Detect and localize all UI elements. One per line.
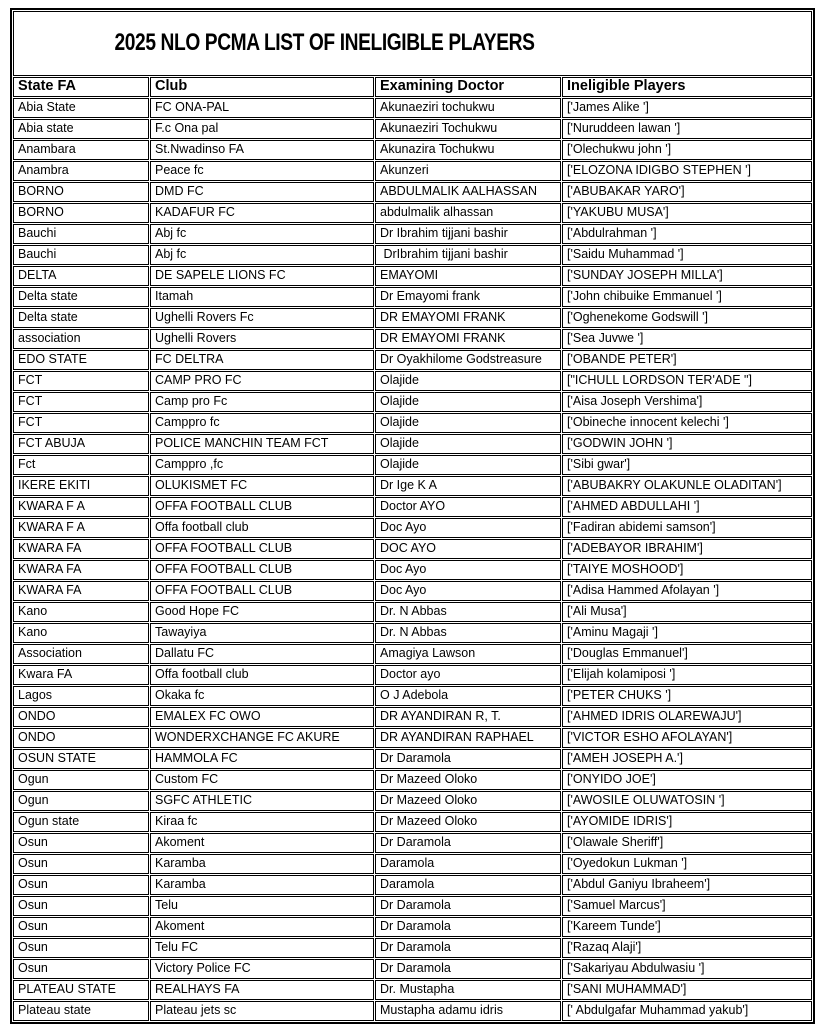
table-row — [13, 476, 812, 496]
table-row — [13, 938, 812, 958]
cell-state-fa: KWARA FA — [13, 560, 149, 580]
cell-examining-doctor: Mustapha adamu idris — [375, 1001, 561, 1021]
cell-state-fa: KWARA FA — [13, 581, 149, 601]
cell-state-fa: OSUN STATE — [13, 749, 149, 769]
cell-club: Tawayiya — [150, 623, 374, 643]
cell-ineligible-players: ['GODWIN JOHN '] — [562, 434, 812, 454]
cell-ineligible-players: ['Ali Musa'] — [562, 602, 812, 622]
cell-state-fa: Abia state — [13, 119, 149, 139]
cell-state-fa: Anambra — [13, 161, 149, 181]
table-row — [13, 602, 812, 622]
column-header-club: Club — [150, 77, 374, 97]
cell-ineligible-players: ["ICHULL LORDSON TER'ADE "] — [562, 371, 812, 391]
cell-state-fa: EDO STATE — [13, 350, 149, 370]
cell-examining-doctor: Olajide — [375, 371, 561, 391]
cell-examining-doctor: Doctor AYO — [375, 497, 561, 517]
cell-examining-doctor: Dr. N Abbas — [375, 623, 561, 643]
cell-ineligible-players: ['ELOZONA IDIGBO STEPHEN '] — [562, 161, 812, 181]
table-row — [13, 875, 812, 895]
cell-club: SGFC ATHLETIC — [150, 791, 374, 811]
cell-ineligible-players: ['Abdul Ganiyu Ibraheem'] — [562, 875, 812, 895]
cell-examining-doctor: Dr Daramola — [375, 917, 561, 937]
cell-state-fa: Kwara FA — [13, 665, 149, 685]
cell-state-fa: Ogun state — [13, 812, 149, 832]
table-row — [13, 392, 812, 412]
cell-state-fa: Osun — [13, 896, 149, 916]
cell-club: Plateau jets sc — [150, 1001, 374, 1021]
cell-examining-doctor: ABDULMALIK AALHASSAN — [375, 182, 561, 202]
cell-examining-doctor: DR AYANDIRAN RAPHAEL — [375, 728, 561, 748]
table-row — [13, 749, 812, 769]
table-row — [13, 917, 812, 937]
table-body — [13, 98, 812, 1021]
cell-ineligible-players: ['Razaq Alaji'] — [562, 938, 812, 958]
cell-examining-doctor: Dr Daramola — [375, 749, 561, 769]
cell-examining-doctor: Dr Ibrahim tijjani bashir — [375, 224, 561, 244]
cell-ineligible-players: ['AHMED ABDULLAHI '] — [562, 497, 812, 517]
cell-examining-doctor: Akunazira Tochukwu — [375, 140, 561, 160]
table-row — [13, 770, 812, 790]
cell-examining-doctor: EMAYOMI — [375, 266, 561, 286]
cell-examining-doctor: DOC AYO — [375, 539, 561, 559]
cell-examining-doctor: Amagiya Lawson — [375, 644, 561, 664]
cell-examining-doctor: Dr Daramola — [375, 833, 561, 853]
cell-club: HAMMOLA FC — [150, 749, 374, 769]
cell-state-fa: Delta state — [13, 308, 149, 328]
cell-examining-doctor: Dr Daramola — [375, 896, 561, 916]
cell-club: KADAFUR FC — [150, 203, 374, 223]
cell-club: Offa football club — [150, 665, 374, 685]
table-row — [13, 350, 812, 370]
cell-examining-doctor: Daramola — [375, 854, 561, 874]
column-header-ineligible-players: Ineligible Players — [562, 77, 812, 97]
cell-club: WONDERXCHANGE FC AKURE — [150, 728, 374, 748]
cell-ineligible-players: ['ABUBAKRY OLAKUNLE OLADITAN'] — [562, 476, 812, 496]
cell-club: DMD FC — [150, 182, 374, 202]
cell-state-fa: Fct — [13, 455, 149, 475]
cell-ineligible-players: ['Fadiran abidemi samson'] — [562, 518, 812, 538]
cell-club: Custom FC — [150, 770, 374, 790]
cell-examining-doctor: Daramola — [375, 875, 561, 895]
table-row — [13, 623, 812, 643]
cell-club: Karamba — [150, 854, 374, 874]
cell-state-fa: KWARA F A — [13, 497, 149, 517]
cell-ineligible-players: ['Sakariyau Abdulwasiu '] — [562, 959, 812, 979]
table-row — [13, 413, 812, 433]
cell-ineligible-players: ['YAKUBU MUSA'] — [562, 203, 812, 223]
cell-ineligible-players: ['Samuel Marcus'] — [562, 896, 812, 916]
cell-club: Kiraa fc — [150, 812, 374, 832]
cell-club: Itamah — [150, 287, 374, 307]
table-row — [13, 140, 812, 160]
table-row — [13, 833, 812, 853]
table-row — [13, 644, 812, 664]
header-row — [13, 77, 812, 97]
cell-state-fa: KWARA FA — [13, 539, 149, 559]
cell-club: OFFA FOOTBALL CLUB — [150, 497, 374, 517]
cell-club: OLUKISMET FC — [150, 476, 374, 496]
cell-state-fa: Plateau state — [13, 1001, 149, 1021]
cell-examining-doctor: DR EMAYOMI FRANK — [375, 329, 561, 349]
cell-state-fa: Osun — [13, 959, 149, 979]
cell-ineligible-players: ['Oghenekome Godswill '] — [562, 308, 812, 328]
cell-examining-doctor: Akunaeziri Tochukwu — [375, 119, 561, 139]
cell-club: Peace fc — [150, 161, 374, 181]
table-row — [13, 497, 812, 517]
cell-state-fa: Delta state — [13, 287, 149, 307]
cell-examining-doctor: abdulmalik alhassan — [375, 203, 561, 223]
page-title: 2025 NLO PCMA LIST OF INELIGIBLE PLAYERS — [114, 29, 535, 56]
table-row — [13, 665, 812, 685]
table-row — [13, 854, 812, 874]
cell-ineligible-players: ['Elijah kolamiposi '] — [562, 665, 812, 685]
table-row — [13, 182, 812, 202]
cell-club: CAMP PRO FC — [150, 371, 374, 391]
cell-club: EMALEX FC OWO — [150, 707, 374, 727]
cell-state-fa: Association — [13, 644, 149, 664]
cell-state-fa: Osun — [13, 875, 149, 895]
table-row — [13, 371, 812, 391]
cell-ineligible-players: ['Douglas Emmanuel'] — [562, 644, 812, 664]
table-row — [13, 161, 812, 181]
cell-ineligible-players: ['PETER CHUKS '] — [562, 686, 812, 706]
title-row — [13, 11, 812, 76]
cell-state-fa: IKERE EKITI — [13, 476, 149, 496]
table-row — [13, 728, 812, 748]
cell-examining-doctor: Dr. N Abbas — [375, 602, 561, 622]
table-row — [13, 203, 812, 223]
cell-state-fa: Osun — [13, 938, 149, 958]
cell-ineligible-players: ['Obineche innocent kelechi '] — [562, 413, 812, 433]
cell-ineligible-players: ['Saidu Muhammad '] — [562, 245, 812, 265]
cell-ineligible-players: ['SUNDAY JOSEPH MILLA'] — [562, 266, 812, 286]
cell-examining-doctor: Akunzeri — [375, 161, 561, 181]
cell-examining-doctor: Dr Ige K A — [375, 476, 561, 496]
cell-club: Akoment — [150, 917, 374, 937]
cell-examining-doctor: Doc Ayo — [375, 518, 561, 538]
cell-examining-doctor: O J Adebola — [375, 686, 561, 706]
cell-ineligible-players: ['SANI MUHAMMAD'] — [562, 980, 812, 1000]
cell-club: Offa football club — [150, 518, 374, 538]
table-row — [13, 245, 812, 265]
cell-ineligible-players: ['Nuruddeen lawan '] — [562, 119, 812, 139]
cell-examining-doctor: Doc Ayo — [375, 581, 561, 601]
cell-state-fa: Ogun — [13, 770, 149, 790]
cell-club: Ughelli Rovers Fc — [150, 308, 374, 328]
cell-club: Telu — [150, 896, 374, 916]
cell-examining-doctor: Akunaeziri tochukwu — [375, 98, 561, 118]
table-row — [13, 980, 812, 1000]
table-row — [13, 686, 812, 706]
cell-state-fa: FCT ABUJA — [13, 434, 149, 454]
cell-examining-doctor: Dr Oyakhilome Godstreasure — [375, 350, 561, 370]
cell-state-fa: Abia State — [13, 98, 149, 118]
cell-state-fa: Lagos — [13, 686, 149, 706]
cell-club: Okaka fc — [150, 686, 374, 706]
cell-examining-doctor: Dr Daramola — [375, 938, 561, 958]
cell-examining-doctor: Dr Mazeed Oloko — [375, 791, 561, 811]
cell-examining-doctor: Dr Emayomi frank — [375, 287, 561, 307]
cell-state-fa: Osun — [13, 917, 149, 937]
cell-ineligible-players: ['Adisa Hammed Afolayan '] — [562, 581, 812, 601]
cell-state-fa: FCT — [13, 392, 149, 412]
cell-club: Dallatu FC — [150, 644, 374, 664]
cell-state-fa: FCT — [13, 413, 149, 433]
cell-ineligible-players: ['Aminu Magaji '] — [562, 623, 812, 643]
cell-ineligible-players: ['TAIYE MOSHOOD'] — [562, 560, 812, 580]
cell-ineligible-players: ['Olawale Sheriff'] — [562, 833, 812, 853]
cell-club: FC DELTRA — [150, 350, 374, 370]
cell-club: Camppro ,fc — [150, 455, 374, 475]
cell-examining-doctor: Olajide — [375, 392, 561, 412]
table-row — [13, 581, 812, 601]
cell-club: F.c Ona pal — [150, 119, 374, 139]
table-row — [13, 266, 812, 286]
cell-state-fa: DELTA — [13, 266, 149, 286]
cell-state-fa: ONDO — [13, 728, 149, 748]
table-row — [13, 455, 812, 475]
cell-examining-doctor: Olajide — [375, 434, 561, 454]
cell-club: OFFA FOOTBALL CLUB — [150, 560, 374, 580]
cell-ineligible-players: ['John chibuike Emmanuel '] — [562, 287, 812, 307]
cell-examining-doctor: DrIbrahim tijjani bashir — [375, 245, 561, 265]
table-row — [13, 518, 812, 538]
cell-examining-doctor: Olajide — [375, 413, 561, 433]
cell-state-fa: Osun — [13, 833, 149, 853]
table-row — [13, 539, 812, 559]
cell-club: Camp pro Fc — [150, 392, 374, 412]
cell-club: Good Hope FC — [150, 602, 374, 622]
cell-ineligible-players: ['AYOMIDE IDRIS'] — [562, 812, 812, 832]
cell-examining-doctor: Doc Ayo — [375, 560, 561, 580]
cell-club: Telu FC — [150, 938, 374, 958]
cell-club: POLICE MANCHIN TEAM FCT — [150, 434, 374, 454]
cell-club: St.Nwadinso FA — [150, 140, 374, 160]
table-row — [13, 119, 812, 139]
cell-ineligible-players: ['Olechukwu john '] — [562, 140, 812, 160]
column-header-examining-doctor: Examining Doctor — [375, 77, 561, 97]
cell-club: OFFA FOOTBALL CLUB — [150, 539, 374, 559]
cell-state-fa: Bauchi — [13, 224, 149, 244]
cell-ineligible-players: ['Kareem Tunde'] — [562, 917, 812, 937]
cell-state-fa: BORNO — [13, 203, 149, 223]
table-row — [13, 434, 812, 454]
cell-state-fa: Kano — [13, 602, 149, 622]
cell-ineligible-players: ['AHMED IDRIS OLAREWAJU'] — [562, 707, 812, 727]
cell-ineligible-players: ['ABUBAKAR YARO'] — [562, 182, 812, 202]
cell-state-fa: Kano — [13, 623, 149, 643]
table-row — [13, 791, 812, 811]
cell-ineligible-players: ['AMEH JOSEPH A.'] — [562, 749, 812, 769]
cell-club: Akoment — [150, 833, 374, 853]
cell-examining-doctor: Dr Mazeed Oloko — [375, 812, 561, 832]
table-row — [13, 98, 812, 118]
cell-club: Abj fc — [150, 224, 374, 244]
cell-club: DE SAPELE LIONS FC — [150, 266, 374, 286]
cell-ineligible-players: ['OBANDE PETER'] — [562, 350, 812, 370]
cell-ineligible-players: ['ADEBAYOR IBRAHIM'] — [562, 539, 812, 559]
cell-club: FC ONA-PAL — [150, 98, 374, 118]
cell-ineligible-players: ['VICTOR ESHO AFOLAYAN'] — [562, 728, 812, 748]
cell-club: OFFA FOOTBALL CLUB — [150, 581, 374, 601]
table-row — [13, 812, 812, 832]
cell-examining-doctor: Doctor ayo — [375, 665, 561, 685]
cell-examining-doctor: Dr Mazeed Oloko — [375, 770, 561, 790]
cell-state-fa: ONDO — [13, 707, 149, 727]
table-row — [13, 287, 812, 307]
column-header-state-fa: State FA — [13, 77, 149, 97]
cell-club: Camppro fc — [150, 413, 374, 433]
cell-ineligible-players: ['AWOSILE OLUWATOSIN '] — [562, 791, 812, 811]
cell-examining-doctor: DR AYANDIRAN R, T. — [375, 707, 561, 727]
cell-state-fa: Bauchi — [13, 245, 149, 265]
cell-club: Ughelli Rovers — [150, 329, 374, 349]
table-row — [13, 329, 812, 349]
cell-examining-doctor: Olajide — [375, 455, 561, 475]
cell-state-fa: Osun — [13, 854, 149, 874]
cell-state-fa: Ogun — [13, 791, 149, 811]
cell-ineligible-players: ['ONYIDO JOE'] — [562, 770, 812, 790]
cell-ineligible-players: [' Abdulgafar Muhammad yakub'] — [562, 1001, 812, 1021]
cell-state-fa: PLATEAU STATE — [13, 980, 149, 1000]
cell-state-fa: BORNO — [13, 182, 149, 202]
cell-examining-doctor: Dr Daramola — [375, 959, 561, 979]
table-row — [13, 896, 812, 916]
cell-examining-doctor: Dr. Mustapha — [375, 980, 561, 1000]
ineligible-players-table — [10, 8, 815, 1024]
cell-ineligible-players: ['Sibi gwar'] — [562, 455, 812, 475]
cell-club: Victory Police FC — [150, 959, 374, 979]
table-row — [13, 560, 812, 580]
cell-ineligible-players: ['Abdulrahman '] — [562, 224, 812, 244]
table-row — [13, 308, 812, 328]
cell-club: REALHAYS FA — [150, 980, 374, 1000]
cell-ineligible-players: ['Oyedokun Lukman '] — [562, 854, 812, 874]
cell-examining-doctor: DR EMAYOMI FRANK — [375, 308, 561, 328]
cell-club: Abj fc — [150, 245, 374, 265]
cell-state-fa: association — [13, 329, 149, 349]
cell-club: Karamba — [150, 875, 374, 895]
table-row — [13, 224, 812, 244]
cell-state-fa: Anambara — [13, 140, 149, 160]
cell-ineligible-players: ['Aisa Joseph Vershima'] — [562, 392, 812, 412]
cell-ineligible-players: ['Sea Juvwe '] — [562, 329, 812, 349]
table-row — [13, 959, 812, 979]
table-row — [13, 1001, 812, 1021]
cell-state-fa: KWARA F A — [13, 518, 149, 538]
title-cell — [13, 11, 812, 76]
cell-ineligible-players: ['James Alike '] — [562, 98, 812, 118]
cell-state-fa: FCT — [13, 371, 149, 391]
table-row — [13, 707, 812, 727]
